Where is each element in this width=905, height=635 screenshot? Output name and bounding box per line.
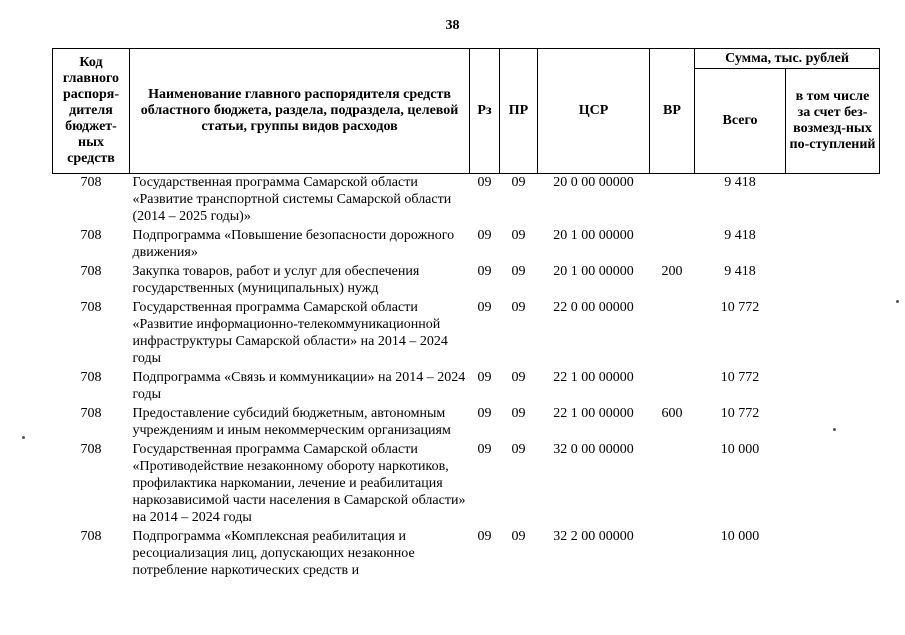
cell-pr: 09 xyxy=(511,228,526,243)
cell-rz: 09 xyxy=(477,228,492,243)
cell-rz: 09 xyxy=(477,406,492,421)
header-incl: в том числе за счет без-возмезд-ных по-ступлений xyxy=(786,69,880,174)
cell-pr: 09 xyxy=(511,370,526,385)
cell-total: 9 418 xyxy=(724,175,756,190)
table-row xyxy=(53,405,880,441)
cell-rz: 09 xyxy=(477,529,492,544)
scan-speck xyxy=(833,428,836,431)
budget-table xyxy=(52,48,880,581)
scan-speck xyxy=(22,436,25,439)
cell-pr: 09 xyxy=(511,300,526,315)
scan-speck xyxy=(896,300,899,303)
cell-name: Закупка товаров, работ и услуг для обеспечения государственных (муниципальных) нужд xyxy=(132,264,420,296)
cell-csr: 22 0 00 00000 xyxy=(553,300,634,315)
cell-vr: 600 xyxy=(661,406,683,421)
cell-vr xyxy=(650,299,695,369)
cell-rz: 09 xyxy=(477,442,492,457)
cell-incl xyxy=(786,405,880,441)
header-code: Код главного распоря-дителя бюджет-ных средств xyxy=(53,49,130,174)
cell-total: 10 772 xyxy=(720,370,760,385)
cell-csr: 20 0 00 00000 xyxy=(553,175,634,190)
table-row xyxy=(53,528,880,581)
cell-pr: 09 xyxy=(511,529,526,544)
cell-rz: 09 xyxy=(477,370,492,385)
cell-csr: 20 1 00 00000 xyxy=(553,264,634,279)
cell-rz: 09 xyxy=(477,300,492,315)
cell-csr: 22 1 00 00000 xyxy=(553,406,634,421)
cell-name: Подпрограмма «Связь и коммуникации» на 2014 – 2024 годы xyxy=(132,370,466,402)
cell-pr: 09 xyxy=(511,175,526,190)
table-row xyxy=(53,369,880,405)
header-rz: Рз xyxy=(470,49,500,174)
cell-total: 10 772 xyxy=(720,300,760,315)
cell-incl xyxy=(786,299,880,369)
table-row xyxy=(53,263,880,299)
cell-code: 708 xyxy=(80,300,102,315)
cell-total: 9 418 xyxy=(724,264,756,279)
cell-incl xyxy=(786,441,880,528)
cell-rz: 09 xyxy=(477,175,492,190)
cell-code: 708 xyxy=(80,228,102,243)
cell-name: Государственная программа Самарской области «Противодействие незаконному обороту наркотиков, профилактика наркомании, лечение и реабилитация наркозависимой части населения в Самарской области» на 2014 – 2024 годы xyxy=(132,442,466,525)
cell-pr: 09 xyxy=(511,442,526,457)
cell-vr xyxy=(650,441,695,528)
cell-incl xyxy=(786,263,880,299)
cell-code: 708 xyxy=(80,264,102,279)
header-vr: ВР xyxy=(650,49,695,174)
cell-name: Подпрограмма «Комплексная реабилитация и ресоциализация лиц, допускающих незаконное потребление наркотических средств и xyxy=(132,529,415,578)
cell-vr: 200 xyxy=(661,264,683,279)
cell-code: 708 xyxy=(80,175,102,190)
cell-csr: 32 0 00 00000 xyxy=(553,442,634,457)
cell-vr xyxy=(650,227,695,263)
cell-rz: 09 xyxy=(477,264,492,279)
cell-code: 708 xyxy=(80,529,102,544)
page-number: 38 xyxy=(445,18,460,33)
cell-total: 10 000 xyxy=(720,442,760,457)
cell-total: 9 418 xyxy=(724,228,756,243)
cell-name: Государственная программа Самарской области «Развитие информационно-телекоммуникационной инфраструктуры Самарской области» на 2014 – 2024 годы xyxy=(132,300,448,366)
cell-vr xyxy=(650,369,695,405)
cell-name: Подпрограмма «Повышение безопасности дорожного движения» xyxy=(132,228,455,260)
cell-name: Предоставление субсидий бюджетным, автономным учреждениям и иным некоммерческим организациям xyxy=(132,406,451,438)
table-row xyxy=(53,299,880,369)
cell-total: 10 772 xyxy=(720,406,760,421)
header-sum: Сумма, тыс. рублей xyxy=(695,49,880,69)
cell-csr: 22 1 00 00000 xyxy=(553,370,634,385)
cell-code: 708 xyxy=(80,406,102,421)
cell-code: 708 xyxy=(80,442,102,457)
header-total: Всего xyxy=(695,69,786,174)
cell-total: 10 000 xyxy=(720,529,760,544)
cell-incl xyxy=(786,174,880,228)
cell-code: 708 xyxy=(80,370,102,385)
table-row xyxy=(53,174,880,228)
cell-csr: 20 1 00 00000 xyxy=(553,228,634,243)
table-row xyxy=(53,227,880,263)
cell-csr: 32 2 00 00000 xyxy=(553,529,634,544)
cell-incl xyxy=(786,369,880,405)
cell-vr xyxy=(650,528,695,581)
cell-incl xyxy=(786,227,880,263)
table-row xyxy=(53,441,880,528)
cell-pr: 09 xyxy=(511,264,526,279)
cell-name: Государственная программа Самарской области «Развитие транспортной системы Самарской области (2014 – 2025 годы)» xyxy=(132,175,452,224)
header-csr: ЦСР xyxy=(538,49,650,174)
cell-vr xyxy=(650,174,695,228)
header-name: Наименование главного распорядителя средств областного бюджета, раздела, подраздела, целевой статьи, группы видов расходов xyxy=(130,49,470,174)
table-body xyxy=(53,174,880,582)
table-header xyxy=(53,49,880,174)
cell-incl xyxy=(786,528,880,581)
header-pr: ПР xyxy=(500,49,538,174)
cell-pr: 09 xyxy=(511,406,526,421)
